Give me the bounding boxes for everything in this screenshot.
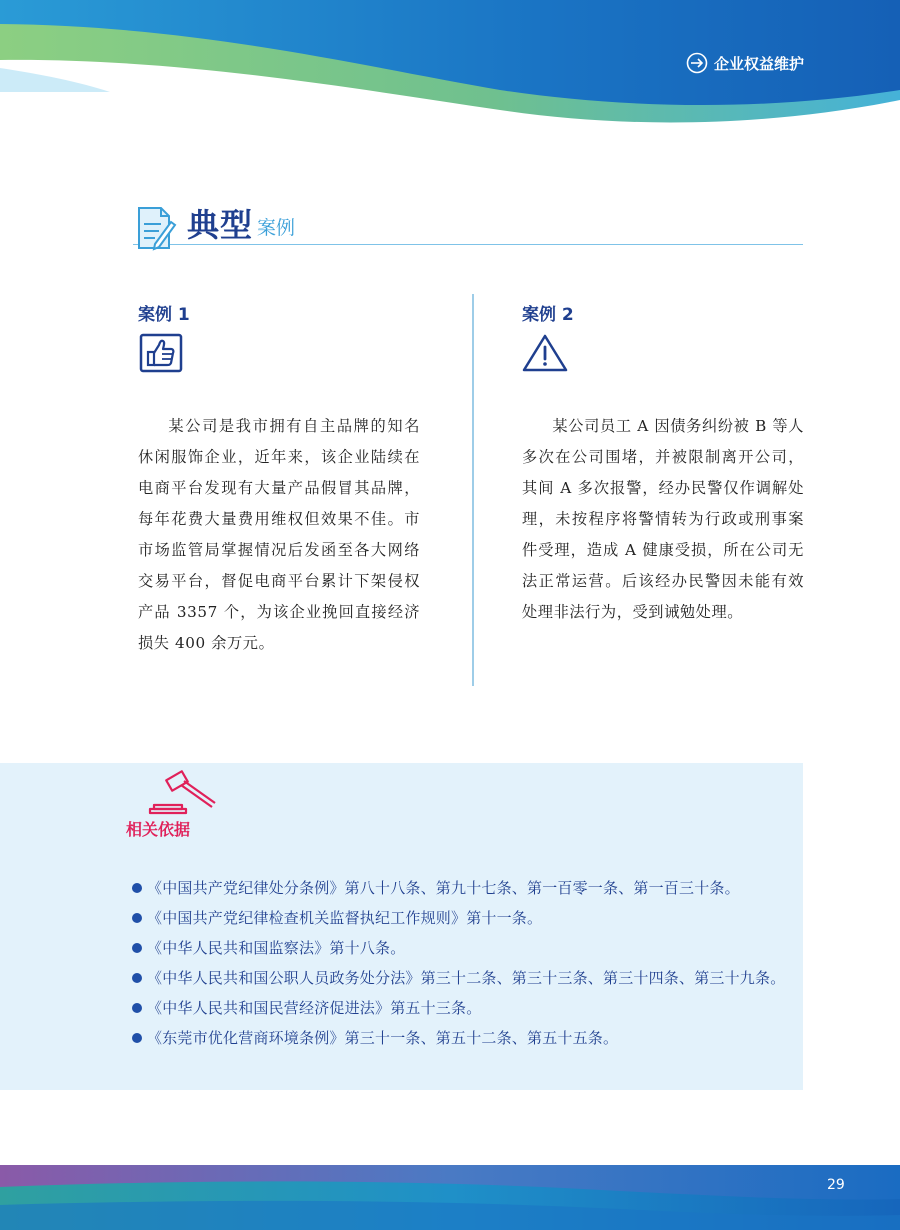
case-card-1 xyxy=(138,300,420,659)
case-body-text: 某公司是我市拥有自主品牌的知名休闲服饰企业，近年来，该企业陆续在电商平台发现有大量产品假冒其品牌，每年花费大量费用维权但效果不佳。市市场监管局掌握情况后发函至各大网络交易平台，督促电商平台累计下架侵权产品 3357 个，为该企业挽回直接经济损失 400 余万元。 xyxy=(138,417,420,652)
legal-basis-title: 相关依据 xyxy=(126,820,191,839)
bullet-dot-icon xyxy=(132,1003,142,1013)
column-divider xyxy=(472,294,474,686)
basis-item-text: 《中华人民共和国监察法》第十八条。 xyxy=(147,939,406,957)
case-label: 案例 2 xyxy=(522,305,574,325)
header-section-label xyxy=(686,52,804,74)
list-item xyxy=(132,873,785,903)
warning-icon xyxy=(522,333,568,373)
bullet-dot-icon xyxy=(132,913,142,923)
thumbs-up-icon xyxy=(138,333,184,373)
bullet-dot-icon xyxy=(132,943,142,953)
basis-item-text: 《中国共产党纪律处分条例》第八十八条、第九十七条、第一百零一条、第一百三十条。 xyxy=(147,879,740,897)
header-label-text: 企业权益维护 xyxy=(714,54,805,73)
list-item xyxy=(132,993,785,1023)
case-label: 案例 1 xyxy=(138,305,190,325)
case-card-2 xyxy=(522,300,804,628)
footer-wave-banner xyxy=(0,1165,900,1230)
section-title-sub: 案例 xyxy=(257,217,296,239)
basis-item-text: 《中华人民共和国公职人员政务处分法》第三十二条、第三十三条、第三十四条、第三十九条。 xyxy=(147,969,786,987)
section-title-main: 典型 xyxy=(187,206,254,244)
list-item xyxy=(132,1023,785,1053)
bullet-dot-icon xyxy=(132,1033,142,1043)
legal-basis-list xyxy=(132,873,785,1053)
basis-item-text: 《中华人民共和国民营经济促进法》第五十三条。 xyxy=(147,999,482,1017)
bullet-dot-icon xyxy=(132,973,142,983)
section-title xyxy=(133,200,803,245)
gavel-icon xyxy=(146,769,220,819)
list-item xyxy=(132,933,785,963)
arrow-circle-icon xyxy=(686,52,708,74)
basis-item-text: 《东莞市优化营商环境条例》第三十一条、第五十二条、第五十五条。 xyxy=(147,1029,619,1047)
list-item xyxy=(132,903,785,933)
page-number: 29 xyxy=(827,1177,845,1193)
basis-item-text: 《中国共产党纪律检查机关监督执纪工作规则》第十一条。 xyxy=(147,909,543,927)
document-pen-icon xyxy=(133,202,177,252)
legal-basis-panel xyxy=(0,763,803,1090)
bullet-dot-icon xyxy=(132,883,142,893)
list-item xyxy=(132,963,785,993)
case-body-text: 某公司员工 A 因债务纠纷被 B 等人多次在公司围堵，并被限制离开公司，其间 A 多次报警，经办民警仅作调解处理，未按程序将警情转为行政或刑事案件受理，造成 A 健康受损，所在公司无法正常运营。后该经办民警因未能有效处理非法行为，受到诫勉处理。 xyxy=(522,417,804,621)
